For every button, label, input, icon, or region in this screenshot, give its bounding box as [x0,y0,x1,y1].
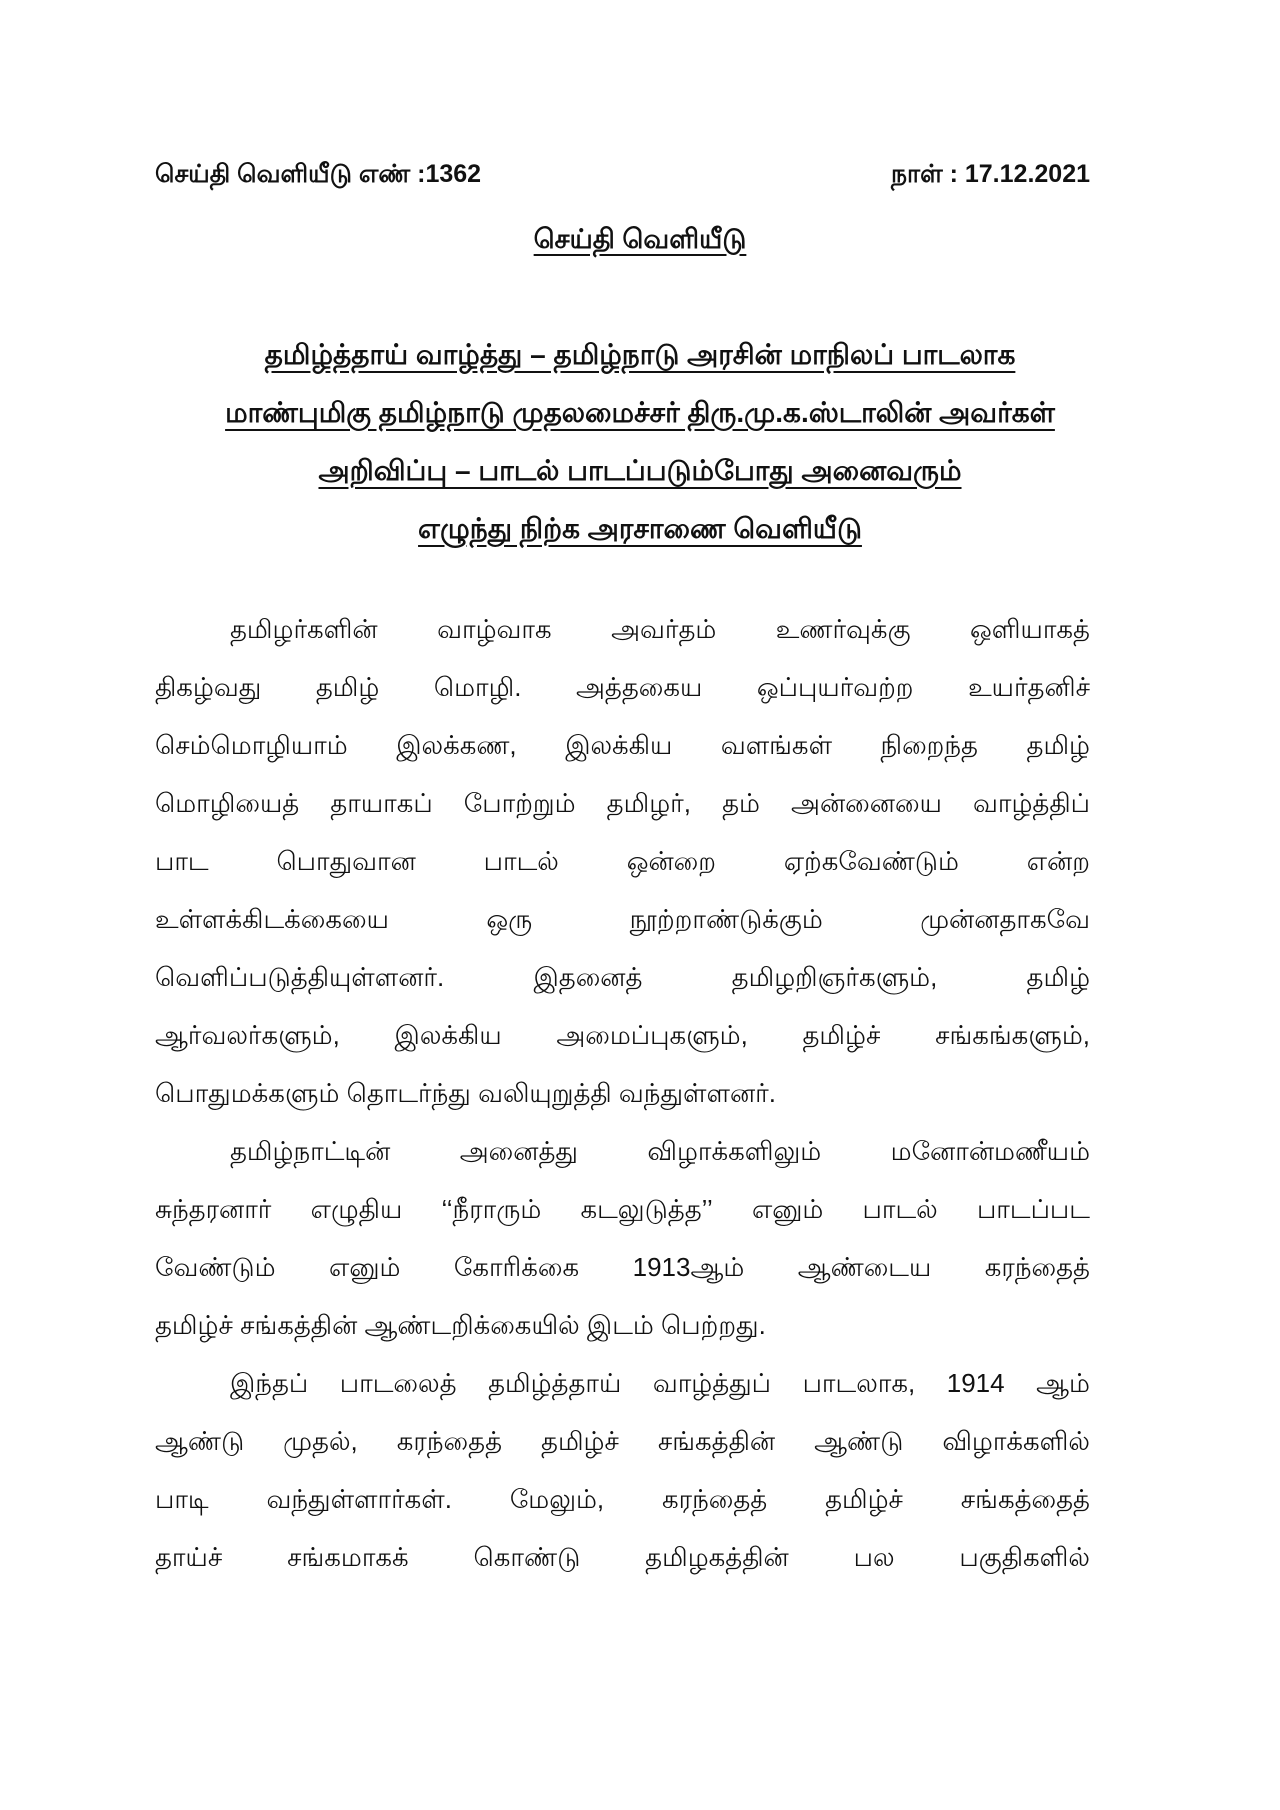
body-word: வந்துள்ளார்கள். [266,1484,452,1514]
body-word: ஆண்டு [155,1426,245,1456]
body-word: பாடலைத் [339,1368,457,1398]
body-word: தமிழ்ச் [802,1020,881,1050]
body-word: அத்தகைய [576,672,703,702]
body-line [155,774,1090,832]
body-word: ஆண்டைய [797,1252,932,1282]
body-text [155,600,1090,1586]
body-word: இலக்கிய [394,1020,502,1050]
subject-line: மாண்புமிகு தமிழ்நாடு முதலமைச்சர் திரு.மு.க.ஸ்டாலின் அவர்கள் [225,397,1055,428]
body-line: தமிழ்ச் சங்கத்தின் ஆண்டறிக்கையில் இடம் பெற்றது. [155,1310,766,1340]
release-date: நாள் : 17.12.2021 [891,160,1090,188]
body-word: உள்ளக்கிடக்கையை [155,904,389,934]
body-word: தமிழ் [1026,730,1090,760]
body-word: பாடலாக, [802,1368,916,1398]
body-word: சங்கங்களும், [935,1020,1090,1050]
body-word: தமிழ்த்தாய் [488,1368,622,1398]
body-line [155,1354,1090,1412]
document-heading-text: செய்தி வெளியீடு [533,224,747,254]
body-word: பொதுவான [276,846,416,876]
body-word: கரந்தைத் [984,1252,1090,1282]
body-word: கடலுடுத்த’’ [580,1194,713,1224]
body-word: அமைப்புகளும், [556,1020,748,1050]
body-word: இந்தப் [230,1368,309,1398]
body-word: வாழ்த்துப் [652,1368,772,1398]
body-word: ஆம் [1036,1368,1090,1398]
body-word: இதனைத் [533,962,643,992]
body-word: தமிழர்களின் [230,614,378,644]
body-word: அனைத்து [459,1136,578,1166]
release-meta-row [155,160,1090,200]
body-word: இலக்கிய [565,730,673,760]
body-word: முன்னதாகவே [920,904,1090,934]
body-word: ஒப்புயர்வற்ற [756,672,914,702]
body-word: பாடப்பட [976,1194,1090,1224]
body-line [155,1412,1090,1470]
body-word: நூற்றாண்டுக்கும் [629,904,823,934]
subject-line: அறிவிப்பு – பாடல் பாடப்படும்போது அனைவரும் [318,455,962,486]
body-word: ஒன்றை [626,846,716,876]
body-line [155,1238,1090,1296]
subject-block [140,326,1140,558]
body-word: நிறைந்த [880,730,978,760]
body-word: 1914 [946,1368,1005,1398]
body-word: விழாக்களில் [942,1426,1090,1456]
body-word: முதல், [283,1426,358,1456]
body-line: பொதுமக்களும் தொடர்ந்து வலியுறுத்தி வந்துள்ளனர். [155,1078,776,1108]
body-word: அன்னையை [791,788,942,818]
body-word: ‘‘நீராரும் [441,1194,542,1224]
body-line [155,1006,1090,1064]
body-word: சங்கத்தின் [657,1426,776,1456]
body-word: தமிழகத்தின் [645,1542,789,1572]
body-word: ஏற்கவேண்டும் [783,846,959,876]
body-word: பல [853,1542,895,1572]
body-word: வாழ்த்திப் [973,788,1090,818]
body-line [155,1470,1090,1528]
body-word: கரந்தைத் [662,1484,768,1514]
body-word: விழாக்களிலும் [647,1136,822,1166]
body-line [155,1180,1090,1238]
body-word: தமிழர், [606,788,691,818]
body-word: வெளிப்படுத்தியுள்ளனர். [155,962,445,992]
body-word: வாழ்வாக [437,614,552,644]
release-number: செய்தி வெளியீடு எண் :1362 [155,160,482,188]
body-line [155,832,1090,890]
body-line [155,1528,1090,1586]
body-word: மொழி. [433,672,522,702]
body-word: பாடி [155,1484,209,1514]
body-word: பாட [155,846,209,876]
body-line [155,600,1090,658]
body-word: செம்மொழியாம் [155,730,348,760]
body-word: எனும் [329,1252,401,1282]
subject-line: எழுந்து நிற்க அரசாணை வெளியீடு [418,513,862,544]
body-word: தமிழ் [1026,962,1090,992]
body-word: போற்றும் [463,788,576,818]
document-heading [0,224,1280,259]
body-word: தமிழ்நாட்டின் [230,1136,391,1166]
body-word: சுந்தரனார் [155,1194,272,1224]
body-word: என்ற [1026,846,1090,876]
body-word: ஒளியாகத் [970,614,1090,644]
body-word: கொண்டு [473,1542,581,1572]
body-line [155,1122,1090,1180]
body-word: எனும் [751,1194,824,1224]
body-word: கரந்தைத் [396,1426,503,1456]
body-line [155,658,1090,716]
body-word: வளங்கள் [720,730,833,760]
body-word: அவர்தம் [611,614,717,644]
body-word: பாடல் [862,1194,938,1224]
body-word: தமிழறிஞர்களும், [731,962,938,992]
body-word: மனோன்மணீயம் [890,1136,1090,1166]
body-word: ஒரு [486,904,533,934]
body-word: திகழ்வது [155,672,262,702]
body-word: பாடல் [483,846,559,876]
body-word: சங்கத்தைத் [960,1484,1090,1514]
body-word: தம் [722,788,760,818]
subject-line: தமிழ்த்தாய் வாழ்த்து – தமிழ்நாடு அரசின் மாநிலப் பாடலாக [264,339,1016,370]
body-word: இலக்கண, [396,730,517,760]
body-word: எழுதிய [310,1194,403,1224]
body-word: தாயாகப் [330,788,433,818]
body-line [155,948,1090,1006]
body-word: மொழியைத் [155,788,300,818]
body-word: மேலும், [509,1484,605,1514]
body-word: ஆர்வலர்களும், [155,1020,340,1050]
body-word: பகுதிகளில் [959,1542,1090,1572]
body-word: கோரிக்கை [453,1252,580,1282]
body-word: ஆண்டு [814,1426,904,1456]
body-word: சங்கமாகக் [287,1542,409,1572]
body-word: தமிழ்ச் [825,1484,903,1514]
body-word: 1913ஆம் [632,1252,745,1282]
body-word: தமிழ் [315,672,380,702]
body-word: தாய்ச் [155,1542,223,1572]
body-word: உணர்வுக்கு [775,614,911,644]
body-line [155,716,1090,774]
body-word: வேண்டும் [155,1252,276,1282]
body-line [155,890,1090,948]
body-word: உயர்தனிச் [968,672,1090,702]
body-word: தமிழ்ச் [541,1426,619,1456]
